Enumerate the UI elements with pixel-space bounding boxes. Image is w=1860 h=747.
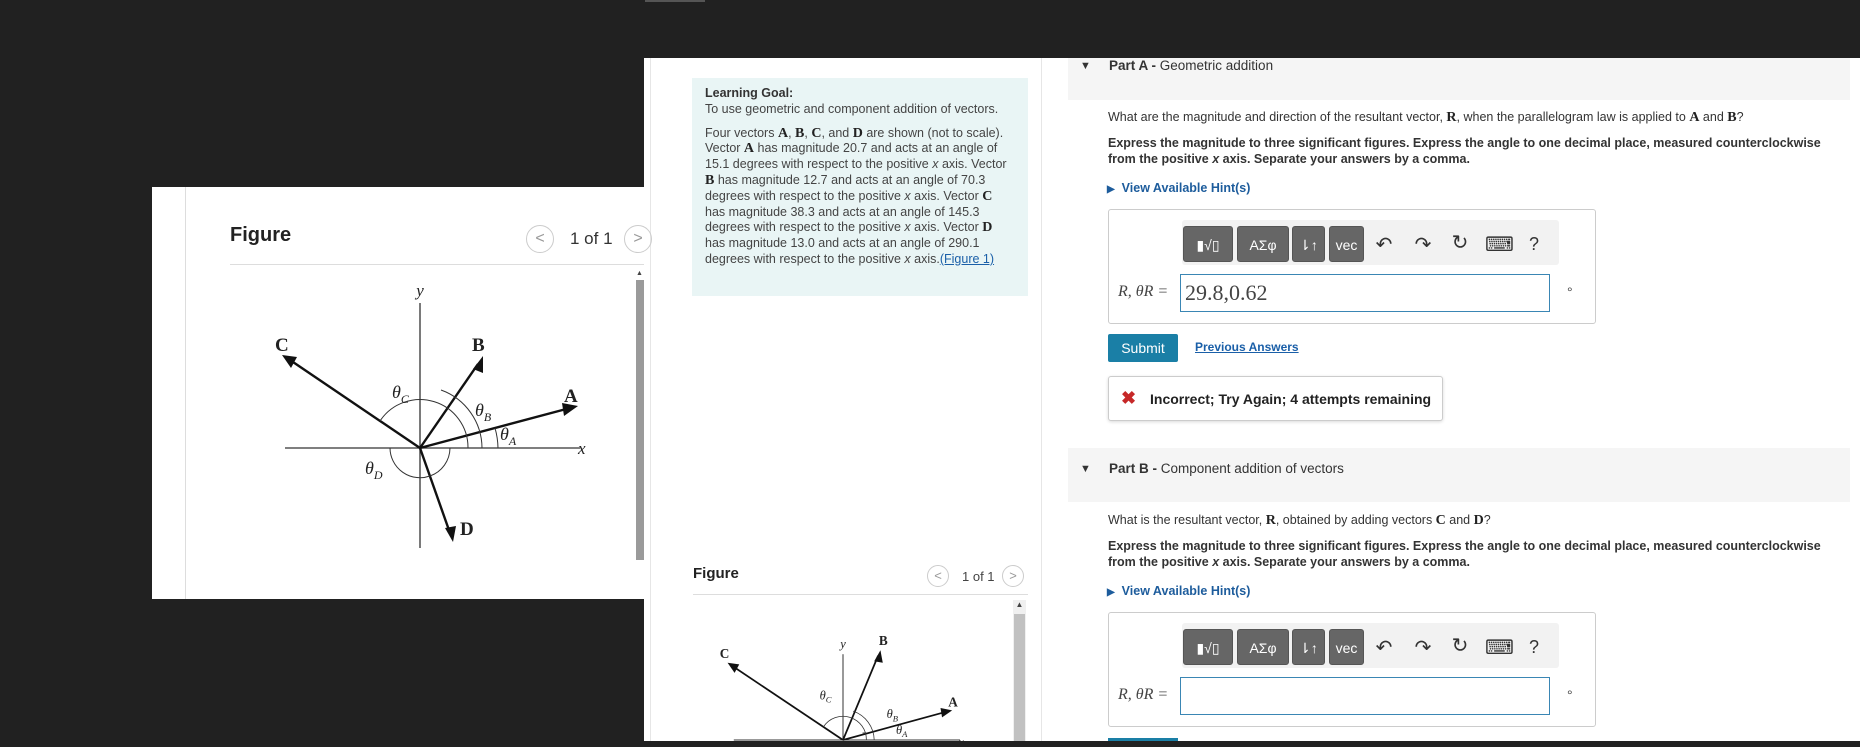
vector-diagram bbox=[260, 280, 600, 560]
figure-popup-prev-button[interactable]: < bbox=[526, 225, 554, 253]
part-b-keyboard-icon[interactable]: ⌨ bbox=[1485, 637, 1514, 659]
part-a-hints-toggle[interactable]: ▶ View Available Hint(s) bbox=[1107, 181, 1251, 195]
tab-indicator bbox=[645, 0, 705, 2]
small-figure-next-button[interactable]: > bbox=[1002, 565, 1024, 587]
part-a-previous-answers-link[interactable]: Previous Answers bbox=[1195, 340, 1299, 354]
part-b-collapse-icon[interactable]: ▼ bbox=[1080, 463, 1091, 475]
part-a-greek-button[interactable]: ΑΣφ bbox=[1237, 226, 1289, 262]
problem-statement: Four vectors A, B, C, and D are shown (not to scale). Vector A has magnitude 20.7 and acts at an angle of 15.1 degrees with respect to the positive x axis. Vector B has magnitude 12.7 and acts at an angle of 70.3 degrees with respect to the positive x axis. Vector C has magnitude 38.3 and acts at an angle of 145.3 degrees with respect to the positive x axis. Vector D has magnitude 13.0 and acts at an angle of 290.1 degrees with respect to the positive x axis.(Figure 1) bbox=[705, 125, 1007, 266]
vector-B-label: B bbox=[472, 335, 485, 356]
part-a-undo-icon[interactable]: ↶ bbox=[1375, 234, 1393, 256]
part-a-instructions: Express the magnitude to three significant figures. Express the angle to one decimal place, measured counterclockwise from the positive x axis. Separate your answers by a comma. bbox=[1108, 136, 1821, 166]
vector-D bbox=[420, 448, 456, 542]
theta-C-label: $\theta_C$ bbox=[392, 382, 409, 406]
small-label-A: A bbox=[948, 694, 958, 710]
vector-C-label: C bbox=[275, 335, 289, 356]
small-figure-scroll-up[interactable]: ▲ bbox=[1015, 600, 1024, 609]
figure-popup-divider bbox=[230, 264, 644, 265]
part-a-hint-caret-icon: ▶ bbox=[1107, 184, 1115, 195]
part-a-reset-icon[interactable]: ↻ bbox=[1451, 232, 1469, 254]
part-a-vec-button[interactable]: vec bbox=[1329, 226, 1364, 262]
part-b-greek-button[interactable]: ΑΣφ bbox=[1237, 629, 1289, 665]
part-b-answer-label: R, θR = bbox=[1118, 686, 1169, 703]
vector-A-label: A bbox=[564, 386, 578, 407]
theta-A-label: $\theta_A$ bbox=[500, 424, 517, 448]
small-theta-A: $\theta_A$ bbox=[896, 722, 908, 739]
small-figure-scroll-thumb[interactable] bbox=[1014, 614, 1025, 741]
part-b-title: Part B - Component addition of vectors bbox=[1109, 461, 1344, 476]
part-b-hint-caret-icon: ▶ bbox=[1107, 587, 1115, 598]
x-axis-label: x bbox=[578, 439, 586, 458]
small-figure-title: Figure bbox=[693, 565, 739, 582]
small-label-B: B bbox=[878, 632, 888, 648]
part-b-question: What is the resultant vector, R, obtained by adding vectors C and D? bbox=[1108, 513, 1491, 528]
part-b-hints-toggle[interactable]: ▶ View Available Hint(s) bbox=[1107, 584, 1251, 598]
part-a-title: Part A - Geometric addition bbox=[1109, 58, 1274, 73]
part-a-arrows-button[interactable]: ⇂↑ bbox=[1292, 226, 1325, 262]
figure-popup-title: Figure bbox=[230, 224, 292, 246]
figure-popup-next-button[interactable]: > bbox=[624, 225, 652, 253]
small-theta-C: $\theta_C$ bbox=[819, 688, 832, 705]
part-b-arrows-button[interactable]: ⇂↑ bbox=[1292, 629, 1325, 665]
feedback-text: Incorrect; Try Again; 4 attempts remaining bbox=[1150, 391, 1432, 407]
part-a-keyboard-icon[interactable]: ⌨ bbox=[1485, 234, 1514, 256]
part-a-templates-button[interactable]: ▮√▯ bbox=[1183, 226, 1233, 262]
learning-goal-subtitle: To use geometric and component addition of vectors. bbox=[705, 101, 999, 116]
part-b-templates-button[interactable]: ▮√▯ bbox=[1183, 629, 1233, 665]
part-a-submit-button[interactable]: Submit bbox=[1108, 334, 1178, 362]
small-figure-count: 1 of 1 bbox=[962, 569, 995, 584]
part-b-vec-button[interactable]: vec bbox=[1329, 629, 1364, 665]
figure-1-link[interactable]: (Figure 1) bbox=[939, 251, 995, 266]
part-b-degree-unit: ° bbox=[1567, 687, 1573, 703]
small-label-C: C bbox=[719, 646, 730, 662]
part-b-reset-icon[interactable]: ↻ bbox=[1451, 635, 1469, 657]
incorrect-icon: ✖ bbox=[1121, 388, 1137, 408]
part-a-feedback bbox=[1108, 376, 1443, 421]
learning-goal-title: Learning Goal: bbox=[705, 86, 794, 100]
part-a-answer-input[interactable]: 29.8,0.62 bbox=[1180, 274, 1550, 312]
part-b-help-icon[interactable]: ? bbox=[1528, 637, 1539, 657]
figure-popup-border bbox=[185, 187, 186, 599]
small-figure-divider bbox=[693, 594, 1028, 595]
column-divider bbox=[1041, 58, 1042, 741]
left-divider bbox=[650, 58, 651, 741]
page-bottom-edge bbox=[644, 741, 1860, 747]
part-a-question: What are the magnitude and direction of the resultant vector, R, when the parallelogram law is applied to A and B? bbox=[1108, 110, 1744, 125]
part-b-redo-icon[interactable]: ↷ bbox=[1414, 637, 1432, 659]
figure-popup-count: 1 of 1 bbox=[570, 229, 613, 248]
part-a-redo-icon[interactable]: ↷ bbox=[1414, 234, 1432, 256]
theta-A-arc bbox=[495, 428, 498, 448]
part-b-instructions: Express the magnitude to three significant figures. Express the angle to one decimal place, measured counterclockwise from the positive x axis. Separate your answers by a comma. bbox=[1108, 539, 1821, 569]
part-a-collapse-icon[interactable]: ▼ bbox=[1080, 60, 1091, 72]
figure-popup-scrollbar[interactable] bbox=[636, 280, 644, 560]
part-a-answer-label: R, θR = bbox=[1118, 283, 1169, 300]
small-vector-diagram bbox=[693, 600, 1013, 741]
theta-D-arc-a bbox=[430, 448, 450, 476]
small-theta-B: $\theta_B$ bbox=[886, 707, 899, 724]
small-y-label: y bbox=[840, 636, 846, 651]
figure-popup-scroll-up[interactable]: ▲ bbox=[636, 270, 643, 277]
theta-D-label: $\theta_D$ bbox=[365, 458, 383, 482]
theta-B-label: $\theta_B$ bbox=[475, 400, 492, 424]
part-b-undo-icon[interactable]: ↶ bbox=[1375, 637, 1393, 659]
learning-goal-box bbox=[692, 78, 1028, 296]
top-bar bbox=[0, 0, 1860, 58]
part-a-help-icon[interactable]: ? bbox=[1528, 234, 1539, 254]
small-figure-prev-button[interactable]: < bbox=[927, 565, 949, 587]
y-axis-label: y bbox=[416, 281, 424, 300]
part-a-degree-unit: ° bbox=[1567, 284, 1573, 300]
vector-A bbox=[420, 403, 578, 448]
vector-D-label: D bbox=[460, 519, 474, 540]
part-b-answer-input[interactable] bbox=[1180, 677, 1550, 715]
